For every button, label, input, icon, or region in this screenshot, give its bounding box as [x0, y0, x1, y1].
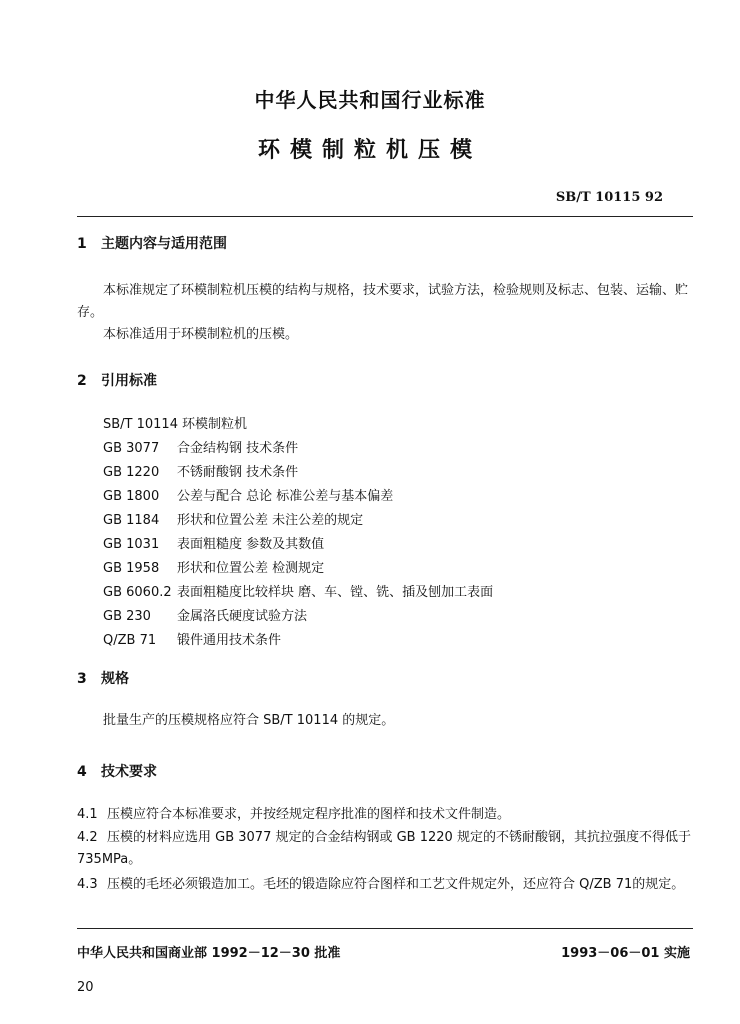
section-number: 1 — [77, 236, 87, 252]
section-title: 引用标准 — [101, 373, 157, 389]
list-item — [103, 437, 493, 461]
referenced-standards-list — [103, 413, 493, 653]
list-item — [103, 629, 493, 653]
section-1-paragraph-2: 本标准适用于环模制粒机的压模。 — [103, 327, 299, 342]
ref-name: 表面粗糙度 参数及其数值 — [177, 537, 325, 552]
ref-code: GB 3077 — [103, 441, 160, 456]
ref-name: 形状和位置公差 未注公差的规定 — [177, 513, 364, 528]
page-number: 20 — [77, 980, 94, 995]
ref-code: GB 1031 — [103, 537, 160, 552]
header-divider — [77, 216, 693, 217]
section-title: 规格 — [101, 671, 129, 687]
ref-name: 锻件通用技术条件 — [177, 633, 282, 648]
section-title: 技术要求 — [101, 764, 157, 780]
clause-text: 压模的毛坯必须锻造加工。毛坯的锻造除应符合图样和工艺文件规定外，还应符合 Q/ZB 71的规定。 — [107, 877, 685, 892]
document-title: 环模制粒机压模 — [257, 138, 482, 163]
section-3-heading — [77, 668, 129, 688]
ref-name: 形状和位置公差 检测规定 — [177, 561, 325, 576]
clause-number: 4.2 — [77, 830, 98, 845]
standard-type-heading: 中华人民共和国行业标准 — [254, 88, 486, 112]
ref-name: 不锈耐酸钢 技术条件 — [177, 465, 299, 480]
clause-4-1 — [77, 804, 693, 826]
ref-name: 合金结构钢 技术条件 — [177, 441, 299, 456]
clause-number: 4.3 — [77, 877, 98, 892]
section-2-heading — [77, 370, 157, 390]
clause-text: 压模的材料应选用 GB 3077 规定的合金结构钢或 GB 1220 规定的不锈耐酸钢，其抗拉强度不得低于 735MPa。 — [77, 830, 691, 867]
ref-name: 公差与配合 总论 标准公差与基本偏差 — [177, 489, 394, 504]
ref-name: 表面粗糙度比较样块 磨、车、镗、铣、插及刨加工表面 — [177, 585, 494, 600]
list-item — [103, 485, 493, 509]
list-item — [103, 461, 493, 485]
section-number: 3 — [77, 671, 87, 687]
standard-code: SB/T 10115 92 — [555, 190, 663, 205]
list-item — [103, 413, 493, 437]
clause-text: 压模应符合本标准要求，并按经规定程序批准的图样和技术文件制造。 — [107, 807, 511, 822]
list-item — [103, 557, 493, 581]
list-item — [103, 533, 493, 557]
ref-code: GB 1958 — [103, 561, 160, 576]
list-item — [103, 581, 493, 605]
footer-divider — [77, 928, 693, 929]
section-4-heading — [77, 761, 157, 781]
implementation-date: 1993－06－01 实施 — [561, 946, 690, 961]
ref-code: GB 1800 — [103, 489, 160, 504]
clause-number: 4.1 — [77, 807, 98, 822]
ref-code: SB/T 10114 — [103, 417, 178, 432]
ref-code: GB 1184 — [103, 513, 160, 528]
ref-name: 金属洛氏硬度试验方法 — [177, 609, 308, 624]
section-number: 4 — [77, 764, 87, 780]
clause-4-3 — [77, 874, 693, 896]
list-item — [103, 509, 493, 533]
ref-name: 环模制粒机 — [181, 417, 247, 432]
ref-code: GB 1220 — [103, 465, 160, 480]
section-1-heading — [77, 233, 227, 253]
section-number: 2 — [77, 373, 87, 389]
ref-code: Q/ZB 71 — [103, 633, 157, 648]
ref-code: GB 6060.2 — [103, 585, 172, 600]
clause-4-2 — [77, 827, 693, 871]
section-1-paragraph-1: 本标准规定了环模制粒机压模的结构与规格，技术要求，试验方法，检验规则及标志、包装、运输、贮存。 — [77, 283, 689, 320]
section-title: 主题内容与适用范围 — [101, 236, 227, 252]
list-item — [103, 605, 493, 629]
approval-statement: 中华人民共和国商业部 1992－12－30 批准 — [77, 946, 341, 961]
section-3-paragraph-1: 批量生产的压模规格应符合 SB/T 10114 的规定。 — [103, 713, 395, 728]
ref-code: GB 230 — [103, 609, 151, 624]
